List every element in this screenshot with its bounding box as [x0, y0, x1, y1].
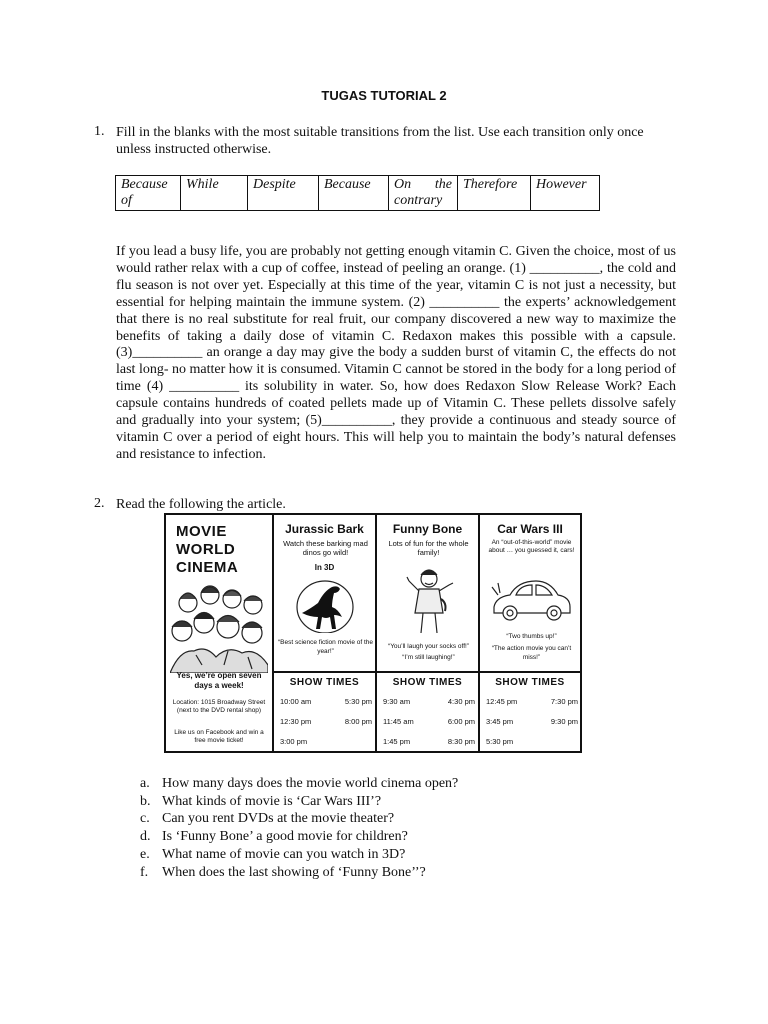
show-times-list [383, 695, 475, 755]
transition-cell: While [181, 176, 248, 211]
question-letter: a. [140, 776, 150, 791]
transition-cell: Because of [116, 176, 181, 211]
list-item [140, 810, 660, 828]
open-days-text: Yes, we’re open seven days a week! [176, 671, 262, 690]
movie-column-car-wars [478, 515, 580, 751]
show-time: 1:45 pm [383, 737, 411, 746]
question-text: Is ‘Funny Bone’ a good movie for children? [162, 829, 408, 845]
movie-poster [164, 513, 582, 753]
question-text: Can you rent DVDs at the movie theater? [162, 811, 395, 827]
facebook-promo: Like us on Facebook and win a free movie ticket! [174, 729, 264, 744]
movie-title: Car Wars III [497, 522, 563, 536]
movie-column-jurassic-bark [272, 515, 375, 751]
transition-cell: Despite [248, 176, 319, 211]
movie-description: An “out-of-this-world” movie about … you guessed it, cars! [488, 539, 575, 554]
question-text: How many days does the movie world cinema open? [162, 776, 459, 791]
movie-quote: “Best science fiction movie of the year!” [277, 639, 373, 655]
show-time: 10:00 am [280, 697, 312, 706]
transition-cell: Because [319, 176, 389, 211]
question-letter: c. [140, 811, 150, 827]
question-letter: b. [140, 793, 151, 809]
show-time: 12:30 pm [280, 717, 312, 726]
transition-cell: However [531, 176, 600, 211]
question-text: What kinds of movie is ‘Car Wars III’? [162, 793, 382, 809]
list-item [140, 793, 660, 811]
show-time: 5:30 pm [486, 737, 514, 746]
question-letter: f. [140, 864, 149, 880]
crowd-illustration [170, 581, 268, 673]
cinema-info-panel [166, 515, 272, 751]
cinema-name-line: WORLD [176, 541, 236, 558]
list-item [140, 775, 660, 793]
show-time: 3:00 pm [280, 737, 308, 746]
show-times-label: SHOW TIMES [274, 671, 375, 693]
show-times-label: SHOW TIMES [377, 671, 478, 693]
show-time: 4:30 pm [447, 697, 475, 706]
cinema-name-line: CINEMA [176, 559, 239, 576]
transitions-table [115, 175, 600, 211]
movie-quote: “I’m still laughing!” [402, 654, 455, 661]
show-time: 8:00 pm [344, 717, 372, 726]
movie-quote: “You’ll laugh your socks off!” [388, 643, 469, 650]
question-1-number: 1. [94, 124, 105, 139]
car-icon [486, 569, 576, 629]
show-times-list [486, 695, 578, 755]
show-times-list [280, 695, 372, 755]
cinema-name-line: MOVIE [176, 523, 227, 540]
question-2-subquestions [140, 775, 660, 881]
question-letter: e. [140, 846, 150, 862]
question-1-instruction: Fill in the blanks with the most suitable transitions from the list. Use each transition only once unless instructed otherwise. [116, 125, 644, 157]
dinosaur-icon [280, 573, 370, 633]
movie-3d-label: In 3D [314, 563, 335, 572]
question-2-number: 2. [94, 496, 105, 511]
location-text: Location: 1015 Broadway Street (next to the DVD rental shop) [172, 699, 266, 714]
movie-description: Watch these barking mad dinos go wild! [283, 539, 368, 557]
show-time: 9:30 am [383, 697, 411, 706]
show-time: 5:30 pm [344, 697, 372, 706]
list-item [140, 864, 660, 882]
movie-column-funny-bone [375, 515, 478, 751]
show-time: 3:45 pm [486, 717, 514, 726]
list-item [140, 846, 660, 864]
show-time: 6:00 pm [447, 717, 475, 726]
list-item [140, 828, 660, 846]
question-text: What name of movie can you watch in 3D? [162, 846, 406, 862]
movie-quote: “The action movie you can’t miss!” [491, 645, 572, 661]
movie-title: Funny Bone [392, 522, 463, 536]
movie-title: Jurassic Bark [285, 522, 364, 536]
vitamin-c-paragraph: If you lead a busy life, you are probably not getting enough vitamin C. Given the choice, most of us would rather relax with a cup of coffee, instead of peeling an orange. (1) __________, the cold and flu season is not over yet. Especially at this time of the year, vitamin C is not just a necessity, but essential for helping maintain the immune system. (2) __________ the experts’ acknowledgement that there is no real substitute for real fruit, our company discovered a new way to maximize the benefits of taking a daily dose of vitamin C. Redaxon makes this possible with a capsule. (3)__________ an orange a day may give the body a sudden burst of vitamin C, the effects do not last long- no matter how it is consumed. Vitamin C cannot be stored in the body for a long period of time (4) __________ its solubility in water. So, how does Redaxon Slow Release Work? Each capsule contains hundreds of coated pellets made up of Vitamin C. These pellets dissolve safely and gradually into your system; (5)__________, they provide a continuous and steady source of vitamin C over a period of eight hours. This will help you to maintain the body’s natural defenses and resistance to infection. [116, 244, 676, 462]
laughing-man-icon [383, 565, 473, 635]
show-time: 11:45 am [383, 717, 414, 726]
movie-quote: “Two thumbs up!” [506, 633, 557, 640]
question-letter: d. [140, 829, 151, 845]
show-time: 9:30 pm [550, 717, 578, 726]
show-time: 12:45 pm [486, 697, 518, 706]
question-2-instruction: Read the following the article. [116, 497, 286, 512]
show-times-label: SHOW TIMES [480, 671, 580, 693]
question-text: When does the last showing of ‘Funny Bone’’? [162, 864, 426, 880]
show-time: 8:30 pm [447, 737, 475, 746]
transition-cell: On the contrary [389, 176, 458, 211]
page-title: TUGAS TUTORIAL 2 [321, 88, 447, 103]
movie-description: Lots of fun for the whole family! [388, 539, 469, 557]
transition-cell: Therefore [458, 176, 531, 211]
cinema-name [176, 523, 238, 577]
show-time: 7:30 pm [550, 697, 578, 706]
